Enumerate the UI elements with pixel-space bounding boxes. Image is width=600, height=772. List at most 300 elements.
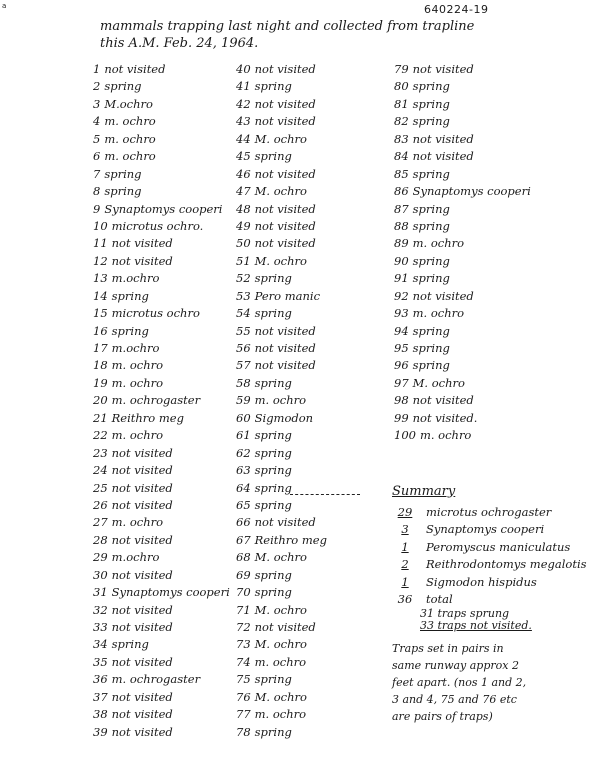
trap-result: spring	[254, 567, 292, 582]
summary-note-line: are pairs of traps)	[392, 710, 493, 724]
trap-number: 40	[236, 62, 251, 76]
trap-number: 91	[394, 271, 409, 286]
trap-result: spring	[412, 166, 450, 181]
trap-result: not visited	[254, 358, 316, 373]
trap-entry	[394, 253, 594, 270]
trap-entry	[236, 445, 386, 462]
trap-entry	[93, 497, 233, 514]
trap-result: spring	[254, 724, 292, 739]
trap-entry	[394, 218, 594, 235]
trap-entry	[93, 567, 233, 584]
trap-number: 61	[236, 428, 251, 443]
trap-entry	[394, 113, 594, 130]
trap-entry	[93, 288, 233, 305]
trap-result: not visited	[254, 218, 316, 233]
trap-number: 12	[93, 253, 108, 268]
trap-number: 73	[236, 637, 251, 652]
trap-number: 72	[236, 620, 251, 634]
trap-entry	[93, 514, 233, 531]
trap-entry	[236, 253, 386, 270]
trap-result: m. ochrogaster	[111, 393, 201, 408]
trap-result: microtus ochro	[111, 306, 200, 321]
trap-entry	[236, 183, 386, 200]
trap-number: 39	[93, 724, 108, 739]
trap-result: M. ochro	[254, 689, 307, 704]
trap-entry	[93, 148, 233, 165]
trap-entry	[93, 392, 233, 409]
summary-note-line: same runway approx 2	[392, 659, 519, 673]
trap-result: not visited	[254, 114, 316, 129]
trap-entry	[236, 78, 386, 95]
trap-number: 98	[394, 393, 409, 408]
trap-result: not visited	[111, 445, 173, 460]
trap-result: M. ochro	[254, 637, 307, 652]
trap-number: 13	[93, 271, 108, 286]
trap-result: spring	[111, 323, 149, 338]
trap-entry	[236, 375, 386, 392]
trap-result: m. ochro	[104, 131, 156, 146]
trap-number: 100	[394, 428, 416, 443]
trap-entry	[236, 323, 386, 340]
trap-entry	[236, 288, 386, 305]
summary-species: Peromyscus maniculatus	[426, 539, 571, 554]
summary-count: 29	[397, 505, 413, 519]
summary-traps-sprung: 31 traps sprung	[420, 607, 510, 621]
trap-result: Reithro meg	[254, 532, 327, 547]
trap-number: 64	[236, 480, 251, 495]
trap-result: spring	[104, 166, 142, 181]
trap-result: not visited	[254, 341, 316, 355]
trap-number: 24	[93, 463, 108, 478]
trap-number: 95	[394, 341, 409, 355]
trap-result: not visited	[111, 463, 173, 478]
trap-number: 70	[236, 585, 251, 600]
trap-entry	[93, 445, 233, 462]
trap-number: 5	[93, 131, 101, 146]
trap-result: spring	[412, 79, 450, 94]
trap-entry	[394, 323, 594, 340]
trap-entry	[236, 96, 386, 113]
trap-entry	[394, 305, 594, 322]
trap-number: 80	[394, 79, 409, 94]
trap-result: spring	[412, 253, 450, 268]
trap-entry	[236, 131, 386, 148]
trap-entry	[394, 183, 594, 200]
trap-number: 14	[93, 288, 108, 303]
trap-entry	[93, 235, 233, 252]
trap-entry	[394, 427, 594, 444]
trap-entry	[236, 567, 386, 584]
summary-row	[392, 504, 597, 521]
trap-entry	[236, 706, 386, 723]
summary-title: Summary	[392, 484, 456, 499]
trap-entry	[93, 61, 233, 78]
trap-entry	[394, 61, 594, 78]
summary-count: 1	[401, 539, 409, 554]
trap-result: not visited	[254, 166, 316, 181]
trap-result: M. ochro	[254, 131, 307, 146]
trap-entry	[93, 584, 233, 601]
trap-entry	[93, 78, 233, 95]
trap-result: spring	[254, 585, 292, 600]
trap-number: 57	[236, 358, 251, 373]
trap-entry	[394, 201, 594, 218]
trap-result: Synaptomys cooperi	[412, 184, 531, 199]
trap-result: spring	[254, 306, 292, 321]
trap-number: 90	[394, 253, 409, 268]
trap-entry	[93, 462, 233, 479]
trap-entry	[236, 497, 386, 514]
trap-entry	[236, 305, 386, 322]
trap-number: 58	[236, 375, 251, 390]
trap-result: M. ochro	[254, 253, 307, 268]
trap-number: 45	[236, 149, 251, 164]
trap-entry	[236, 340, 386, 357]
trap-number: 46	[236, 166, 251, 181]
trap-number: 93	[394, 306, 409, 321]
trap-result: M. ochro	[412, 375, 465, 390]
trap-entry	[93, 340, 233, 357]
trap-entry	[93, 636, 233, 653]
trap-entry	[236, 392, 386, 409]
trap-entry	[394, 78, 594, 95]
trap-number: 84	[394, 149, 409, 164]
trap-result: spring	[254, 428, 292, 443]
trap-number: 68	[236, 550, 251, 565]
trap-entry	[236, 270, 386, 287]
trap-number: 67	[236, 532, 251, 547]
trap-number: 75	[236, 672, 251, 687]
trap-result: not visited	[254, 323, 316, 338]
trap-number: 97	[394, 375, 409, 390]
trap-number: 51	[236, 253, 251, 268]
trap-result: spring	[104, 184, 142, 199]
trap-entry	[236, 218, 386, 235]
trap-number: 11	[93, 236, 108, 251]
trap-entry	[93, 654, 233, 671]
trap-result: Synaptomys cooperi	[104, 201, 223, 216]
trap-entry	[236, 602, 386, 619]
trap-result: not visited	[111, 480, 173, 495]
trap-result: spring	[254, 672, 292, 687]
trap-entry	[93, 305, 233, 322]
trap-result: not visited	[412, 149, 474, 164]
trap-result: not visited	[111, 497, 173, 512]
trap-number: 59	[236, 393, 251, 408]
trap-number: 10	[93, 218, 108, 233]
summary-note-line: Traps set in pairs in	[392, 642, 504, 656]
trap-number: 53	[236, 288, 251, 303]
trap-result: not visited	[111, 602, 173, 617]
trap-result: m. ochro	[254, 707, 307, 722]
trap-result: spring	[412, 323, 450, 338]
trap-entry	[93, 706, 233, 723]
trap-number: 85	[394, 166, 409, 181]
trap-result: spring	[412, 114, 450, 129]
trap-result: m. ochro	[412, 306, 465, 321]
trap-entry	[394, 235, 594, 252]
trap-result: M.ochro	[104, 96, 153, 111]
trap-result: not visited	[111, 567, 173, 582]
summary-row	[392, 539, 597, 556]
trap-number: 9	[93, 201, 101, 216]
trap-entry	[394, 288, 594, 305]
trap-result: m.ochro	[111, 550, 160, 565]
trap-result: spring	[412, 341, 450, 355]
trap-number: 69	[236, 567, 251, 582]
trap-number: 81	[394, 96, 409, 111]
trap-result: m.ochro	[111, 341, 160, 355]
trap-number: 17	[93, 341, 108, 355]
trap-number: 89	[394, 236, 409, 251]
trap-entry	[394, 148, 594, 165]
trap-result: not visited	[111, 620, 173, 634]
trap-entry	[93, 689, 233, 706]
trap-number: 78	[236, 724, 251, 739]
trap-number: 2	[93, 79, 101, 94]
trap-result: m. ochro	[111, 358, 164, 373]
trap-entry	[236, 462, 386, 479]
summary-count: 2	[401, 557, 409, 572]
trap-result: Pero manic	[254, 288, 321, 303]
trap-number: 36	[93, 672, 108, 687]
trap-entry	[93, 724, 233, 741]
trap-number: 62	[236, 445, 251, 460]
trap-result: m. ochro	[104, 114, 156, 129]
trap-result: m. ochro	[111, 515, 164, 530]
trap-entry	[93, 218, 233, 235]
trap-entry	[394, 392, 594, 409]
trap-number: 83	[394, 131, 409, 146]
trap-result: M. ochro	[254, 184, 307, 199]
trap-number: 35	[93, 654, 108, 669]
trap-result: spring	[254, 375, 292, 390]
trap-number: 4	[93, 114, 101, 129]
trap-column-3	[394, 61, 594, 445]
summary-row	[392, 574, 597, 591]
trap-entry	[93, 480, 233, 497]
trap-number: 30	[93, 567, 108, 582]
summary-note-line: 3 and 4, 75 and 76 etc	[392, 693, 517, 707]
trap-entry	[93, 270, 233, 287]
trap-result: m. ochro	[419, 428, 472, 443]
trap-result: not visited.	[412, 410, 478, 425]
trap-entry	[93, 96, 233, 113]
trap-result: M. ochro	[254, 602, 307, 617]
trap-number: 23	[93, 445, 108, 460]
document-id: 640224-19	[424, 3, 489, 16]
trap-entry	[236, 671, 386, 688]
trap-result: not visited	[412, 131, 474, 146]
trap-entry	[236, 410, 386, 427]
trap-result: not visited	[104, 62, 166, 76]
trap-result: m.ochro	[111, 271, 160, 286]
trap-entry	[394, 270, 594, 287]
trap-number: 1	[93, 62, 101, 76]
trap-number: 27	[93, 515, 108, 530]
trap-entry	[93, 549, 233, 566]
summary-species: microtus ochrogaster	[426, 505, 552, 519]
trap-number: 3	[93, 96, 101, 111]
trap-number: 25	[93, 480, 108, 495]
summary-count: 1	[401, 574, 409, 589]
trap-number: 19	[93, 375, 108, 390]
trap-result: spring	[412, 201, 450, 216]
trap-result: spring	[254, 79, 292, 94]
trap-entry	[93, 253, 233, 270]
trap-number: 82	[394, 114, 409, 129]
trap-number: 33	[93, 620, 108, 634]
summary-row	[392, 556, 597, 573]
trap-number: 26	[93, 497, 108, 512]
trap-result: spring	[254, 463, 292, 478]
trap-number: 60	[236, 410, 251, 425]
trap-entry	[93, 323, 233, 340]
trap-result: not visited	[111, 532, 173, 547]
trap-entry	[236, 654, 386, 671]
summary-species: Reithrodontomys megalotis	[426, 557, 587, 572]
trap-result: m. ochro	[111, 428, 164, 443]
trap-result: spring	[254, 445, 292, 460]
trap-number: 18	[93, 358, 108, 373]
trap-result: m. ochro	[254, 654, 307, 669]
trap-entry	[93, 602, 233, 619]
trap-result: m. ochro	[254, 393, 307, 408]
trap-number: 28	[93, 532, 108, 547]
trap-result: not visited	[412, 393, 474, 408]
trap-number: 49	[236, 218, 251, 233]
trap-number: 74	[236, 654, 251, 669]
trap-entry	[236, 113, 386, 130]
trap-result: spring	[254, 149, 292, 164]
trap-number: 15	[93, 306, 108, 321]
trap-result: not visited	[412, 62, 474, 76]
trap-entry	[236, 636, 386, 653]
trap-entry	[93, 357, 233, 374]
trap-result: m. ochro	[104, 149, 156, 164]
summary-row	[392, 591, 597, 608]
trap-entry	[236, 166, 386, 183]
trap-number: 38	[93, 707, 108, 722]
trap-entry	[394, 375, 594, 392]
trap-number: 96	[394, 358, 409, 373]
summary-section	[392, 484, 597, 725]
trap-number: 48	[236, 201, 251, 216]
trap-number: 86	[394, 184, 409, 199]
trap-result: not visited	[254, 236, 316, 251]
trap-number: 22	[93, 428, 108, 443]
page-header	[100, 18, 590, 52]
trap-result: not visited	[111, 654, 173, 669]
trap-entry	[394, 131, 594, 148]
trap-result: Reithro meg	[111, 410, 184, 425]
trap-result: not visited	[254, 96, 316, 111]
trap-number: 94	[394, 323, 409, 338]
trap-entry	[93, 201, 233, 218]
trap-number: 31	[93, 585, 108, 600]
trap-result: not visited	[111, 253, 173, 268]
trap-number: 88	[394, 218, 409, 233]
trap-number: 55	[236, 323, 251, 338]
trap-result: m. ochrogaster	[111, 672, 201, 687]
trap-number: 7	[93, 166, 101, 181]
summary-row	[392, 521, 597, 538]
trap-number: 21	[93, 410, 108, 425]
trap-result: spring	[412, 218, 450, 233]
trap-result: spring	[412, 271, 450, 286]
trap-number: 76	[236, 689, 251, 704]
trap-result: spring	[104, 79, 142, 94]
trap-entry	[93, 532, 233, 549]
trap-result: microtus ochro.	[111, 218, 204, 233]
trap-number: 54	[236, 306, 251, 321]
trap-number: 37	[93, 689, 108, 704]
trap-entry	[93, 166, 233, 183]
trap-result: M. ochro	[254, 550, 307, 565]
summary-note	[392, 640, 597, 725]
trap-entry	[236, 357, 386, 374]
corner-mark: a	[2, 2, 7, 10]
trap-number: 44	[236, 131, 251, 146]
trap-number: 52	[236, 271, 251, 286]
trap-entry	[394, 357, 594, 374]
trap-entry	[236, 724, 386, 741]
trap-result: not visited	[254, 620, 316, 634]
trap-result: m. ochro	[412, 236, 465, 251]
trap-number: 87	[394, 201, 409, 216]
trap-result: m. ochro	[111, 375, 164, 390]
trap-number: 77	[236, 707, 251, 722]
trap-number: 29	[93, 550, 108, 565]
summary-rows	[392, 504, 597, 608]
trap-entry	[236, 427, 386, 444]
trap-result: not visited	[111, 724, 173, 739]
trap-entry	[93, 671, 233, 688]
trap-entry	[236, 201, 386, 218]
trap-entry	[394, 96, 594, 113]
trap-entry	[236, 584, 386, 601]
trap-column-1	[93, 61, 233, 741]
summary-species: Sigmodon hispidus	[426, 574, 537, 589]
trap-result: not visited	[412, 288, 474, 303]
trap-entry	[394, 410, 594, 427]
trap-result: not visited	[111, 689, 173, 704]
trap-number: 6	[93, 149, 101, 164]
summary-note-line: feet apart. (nos 1 and 2,	[392, 676, 527, 690]
trap-number: 42	[236, 96, 251, 111]
trap-number: 79	[394, 62, 409, 76]
trap-number: 99	[394, 410, 409, 425]
trap-number: 41	[236, 79, 251, 94]
trap-result: not visited	[111, 236, 173, 251]
trap-entry	[394, 166, 594, 183]
trap-result: spring	[412, 96, 450, 111]
header-line-1: mammals trapping last night and collected from trapline	[100, 19, 475, 34]
trap-number: 56	[236, 341, 251, 355]
trap-result: spring	[254, 480, 292, 495]
trap-result: not visited	[254, 201, 316, 216]
trap-result: not visited	[254, 515, 316, 530]
trap-number: 43	[236, 114, 251, 129]
trap-entry	[236, 619, 386, 636]
trap-number: 47	[236, 184, 251, 199]
summary-count: 3	[401, 522, 409, 537]
trap-result: not visited	[254, 62, 316, 76]
trap-number: 63	[236, 463, 251, 478]
summary-species: Synaptomys cooperi	[426, 522, 545, 537]
trap-number: 50	[236, 236, 251, 251]
trap-entry	[236, 532, 386, 549]
